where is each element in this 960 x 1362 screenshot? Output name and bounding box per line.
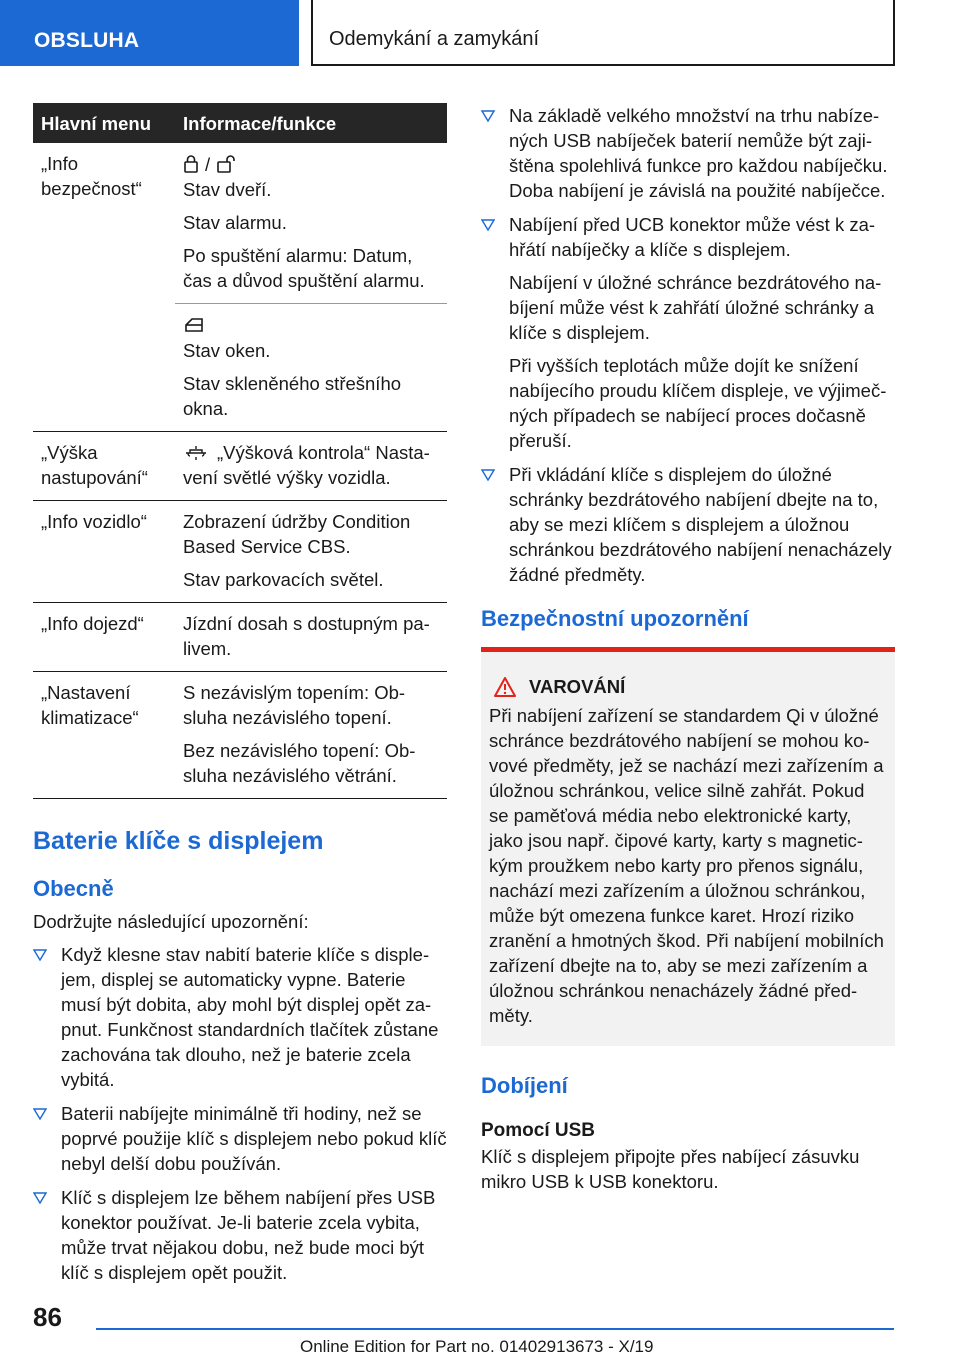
list-item: Když klesne stav nabití baterie klíče s displejem, displej se automaticky vypne. Baterie musí být dobita, aby mohl být displej opět zapnut. Funkčnost standardních tlačítek zůstane zachována tak dlouho, než je baterie zcela vybitá.	[33, 942, 447, 1092]
info-line: Stav alarmu.	[183, 212, 287, 233]
row-menu: „Info dojezd“	[33, 603, 175, 672]
row-menu: „Výška nastupování“	[33, 432, 175, 501]
list-item: Při vkládání klíče s displejem do úložné schránky bezdrátového nabíjení dbejte na to, aby se mezi klíčem s displejem a úložnou schránkou bezdrátového nabíjení nenacházely žádné předměty.	[481, 462, 895, 587]
left-column	[33, 103, 447, 1294]
info-line: Jízdní dosah s dostupným palivem.	[183, 613, 430, 659]
safety-title: Bezpečnostní upozornění	[481, 606, 749, 631]
list-item: Nabíjení před UCB konektor může vést k zahřátí nabíječky a klíče s displejem. Nabíjení v úložné schránce bezdrátového nabíjení může vést k zahřátí úložné schránky a klíče s displejem. Při vyšších teplotách může dojít ke snížení nabíjecího proudu klíčem displeje, ve výjimečných případech se nabíjecí proces dočasně přeruší.	[481, 212, 895, 453]
row-menu: „Nastavení klimatizace“	[33, 672, 175, 799]
triangle-bullet-icon	[481, 218, 495, 232]
ride-height-icon	[183, 445, 209, 461]
warning-label: VAROVÁNÍ	[529, 676, 626, 697]
intro-text: Dodržujte následující upozornění:	[33, 911, 309, 932]
table-header-info: Informace/funkce	[175, 103, 447, 143]
triangle-bullet-icon	[481, 468, 495, 482]
list-item: Baterii nabíjejte minimálně tři hodiny, než se poprvé použije klíč s displejem nebo pokud klíč nebyl delší dobu používán.	[33, 1101, 447, 1176]
info-line: S nezávislým topením: Obsluha nezávislého topení.	[183, 682, 406, 728]
warning-text: Při nabíjení zařízení se standardem Qi v úložné schránce bezdrátového nabíjení se mohou kovové předměty, jež se nachází mezi zařízením a úložnou schránkou, velice silně zahřát. Pokud se paměťová média nebo elektronické karty, jako jsou např. čipové karty, karty s magnetickým proužkem nebo karty pro přenos signálu, nachází mezi zařízením a úložnou schránkou, může být omezena funkce karet. Hrozí riziko zranění a hmotných škod. Při nabíjení mobilních zařízení dbejte na to, aby se mezi zařízením a úložnou schránkou nenacházely žádné předměty.	[489, 705, 884, 1026]
info-line: Stav oken.	[183, 340, 271, 361]
row-menu: „Info vozidlo“	[33, 501, 175, 603]
row-info	[175, 672, 447, 799]
usb-title: Pomocí USB	[481, 1120, 596, 1141]
triangle-bullet-icon	[33, 948, 47, 962]
row-menu	[33, 304, 175, 432]
footer-divider	[96, 1328, 894, 1330]
section-title: Baterie klíče s displejem	[33, 827, 324, 855]
door-unlock-icon	[216, 155, 240, 173]
triangle-bullet-icon	[33, 1191, 47, 1205]
info-table	[33, 103, 447, 799]
usb-text: Klíč s displejem připojte přes nabíjecí zásuvku mikro USB k USB konektoru.	[481, 1146, 860, 1192]
icon-separator: /	[205, 153, 211, 175]
triangle-bullet-icon	[33, 1107, 47, 1121]
table-row	[33, 143, 447, 304]
table-row	[33, 304, 447, 432]
row-info	[175, 432, 447, 501]
info-line: Zobrazení údržby Condition Based Service CBS.	[183, 511, 411, 557]
row-info	[175, 603, 447, 672]
warning-triangle-icon	[493, 676, 517, 698]
info-line: Bez nezávislého topení: Obsluha nezávislého větrání.	[183, 740, 416, 786]
table-row	[33, 432, 447, 501]
table-row	[33, 603, 447, 672]
window-icon	[183, 316, 205, 334]
info-line: „Výšková kontrola“ Nastavení světlé výšky vozidla.	[183, 442, 430, 488]
page-header	[0, 0, 960, 66]
charging-title: Dobíjení	[481, 1073, 568, 1098]
row-info	[175, 143, 447, 304]
warning-box	[481, 647, 895, 1046]
table-row	[33, 501, 447, 603]
table-header-menu: Hlavní menu	[33, 103, 175, 143]
page-number: 86	[33, 1302, 62, 1332]
triangle-bullet-icon	[481, 109, 495, 123]
table-row	[33, 672, 447, 799]
info-line: Stav skleněného střešního okna.	[183, 373, 402, 419]
row-info	[175, 501, 447, 603]
door-lock-icon	[183, 155, 199, 173]
subsection-title: Obecně	[33, 876, 114, 901]
edition-footer: Online Edition for Part no. 01402913673 - X/19	[300, 1337, 654, 1356]
row-info	[175, 304, 447, 432]
section-tab: OBSLUHA	[0, 0, 299, 66]
info-line: Po spuštění alarmu: Datum, čas a důvod spuštění alarmu.	[183, 245, 425, 291]
info-line: Stav parkovacích světel.	[183, 569, 384, 590]
info-line: Stav dveří.	[183, 179, 272, 200]
bullet-list	[33, 942, 447, 1285]
chapter-title: Odemykání a zamykání	[311, 0, 895, 66]
list-item: Klíč s displejem lze během nabíjení přes USB konektor používat. Je-li baterie zcela vybita, může trvat nějakou dobu, než bude moci být klíč s displejem opět použit.	[33, 1185, 447, 1285]
right-column	[481, 103, 895, 1194]
bullet-list	[481, 103, 895, 587]
list-item: Na základě velkého množství na trhu nabízených USB nabíječek baterií nemůže být zajištěna spolehlivá funkce pro každou nabíječku. Doba nabíjení je závislá na použité nabíječce.	[481, 103, 895, 203]
row-menu: „Info bezpečnost“	[41, 153, 142, 199]
